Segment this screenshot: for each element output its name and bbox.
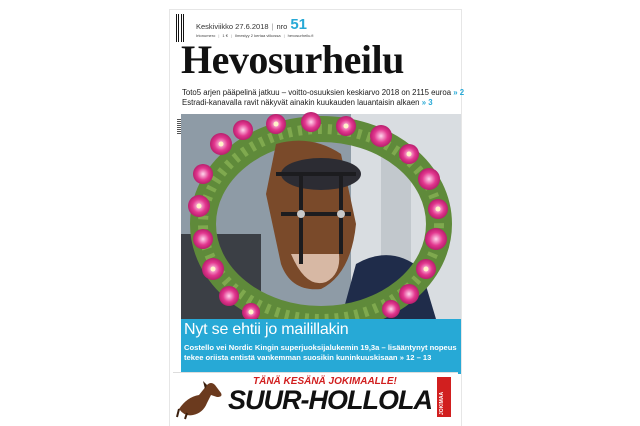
cover-story-pages: » 12 – 13 <box>399 352 432 362</box>
horse-icon <box>177 379 225 419</box>
issue-number: 51 <box>290 16 308 33</box>
headline-item[interactable] <box>182 98 458 108</box>
cover-story-text <box>184 343 459 362</box>
issue-date: Keskiviikko 27.6.2018 <box>196 22 269 31</box>
separator: | <box>283 33 285 38</box>
cover-story[interactable] <box>181 319 461 374</box>
meta-item: Irtonumero <box>196 33 216 38</box>
headline-page: » 2 <box>453 88 465 97</box>
meta-item: 1 € <box>222 33 228 38</box>
separator: | <box>230 33 232 38</box>
cover-photo <box>181 114 461 319</box>
meta-item: Ilmestyy 2 kertaa viikossa <box>235 33 281 38</box>
meta-item: hevosurheilu.fi <box>287 33 314 38</box>
masthead-title: Hevosurheilu <box>181 37 404 82</box>
advertisement-banner[interactable] <box>173 372 458 421</box>
cover-story-body: Costello vei Nordic Kingin superjuoksijalukemin 19,3a – lisääntynyt nopeus tekee oriista entistä vankemman suosikin kuninkuuskisaan <box>184 343 457 362</box>
issue-line <box>196 16 307 33</box>
separator: | <box>271 22 274 31</box>
horse-wreath-illustration <box>181 114 461 319</box>
headlines <box>182 88 465 108</box>
issue-number-label: nro <box>276 22 288 31</box>
ad-logo-strip <box>437 377 451 417</box>
headline-page: » 3 <box>421 98 433 107</box>
headline-text: Estradi-kanavalla ravit näkyvät ainakin kuukauden lauantaisin alkaen <box>182 98 420 107</box>
ad-logo-text: JOKIMAA <box>439 391 445 415</box>
ad-event-name: SUUR-HOLLOLA <box>228 385 432 415</box>
headline-text: Toto5 arjen pääpelinä jatkuu – voitto-osuuksien keskiarvo 2018 on 2115 euroa <box>182 88 452 97</box>
ad-tagline: TÄNÄ KESÄNÄ JOKIMAALLE! <box>253 376 397 387</box>
separator: | <box>218 33 220 38</box>
cover-story-title: Nyt se ehtii jo mailillakin <box>184 321 349 338</box>
magazine-cover <box>170 10 465 426</box>
headline-item[interactable] <box>182 88 465 98</box>
